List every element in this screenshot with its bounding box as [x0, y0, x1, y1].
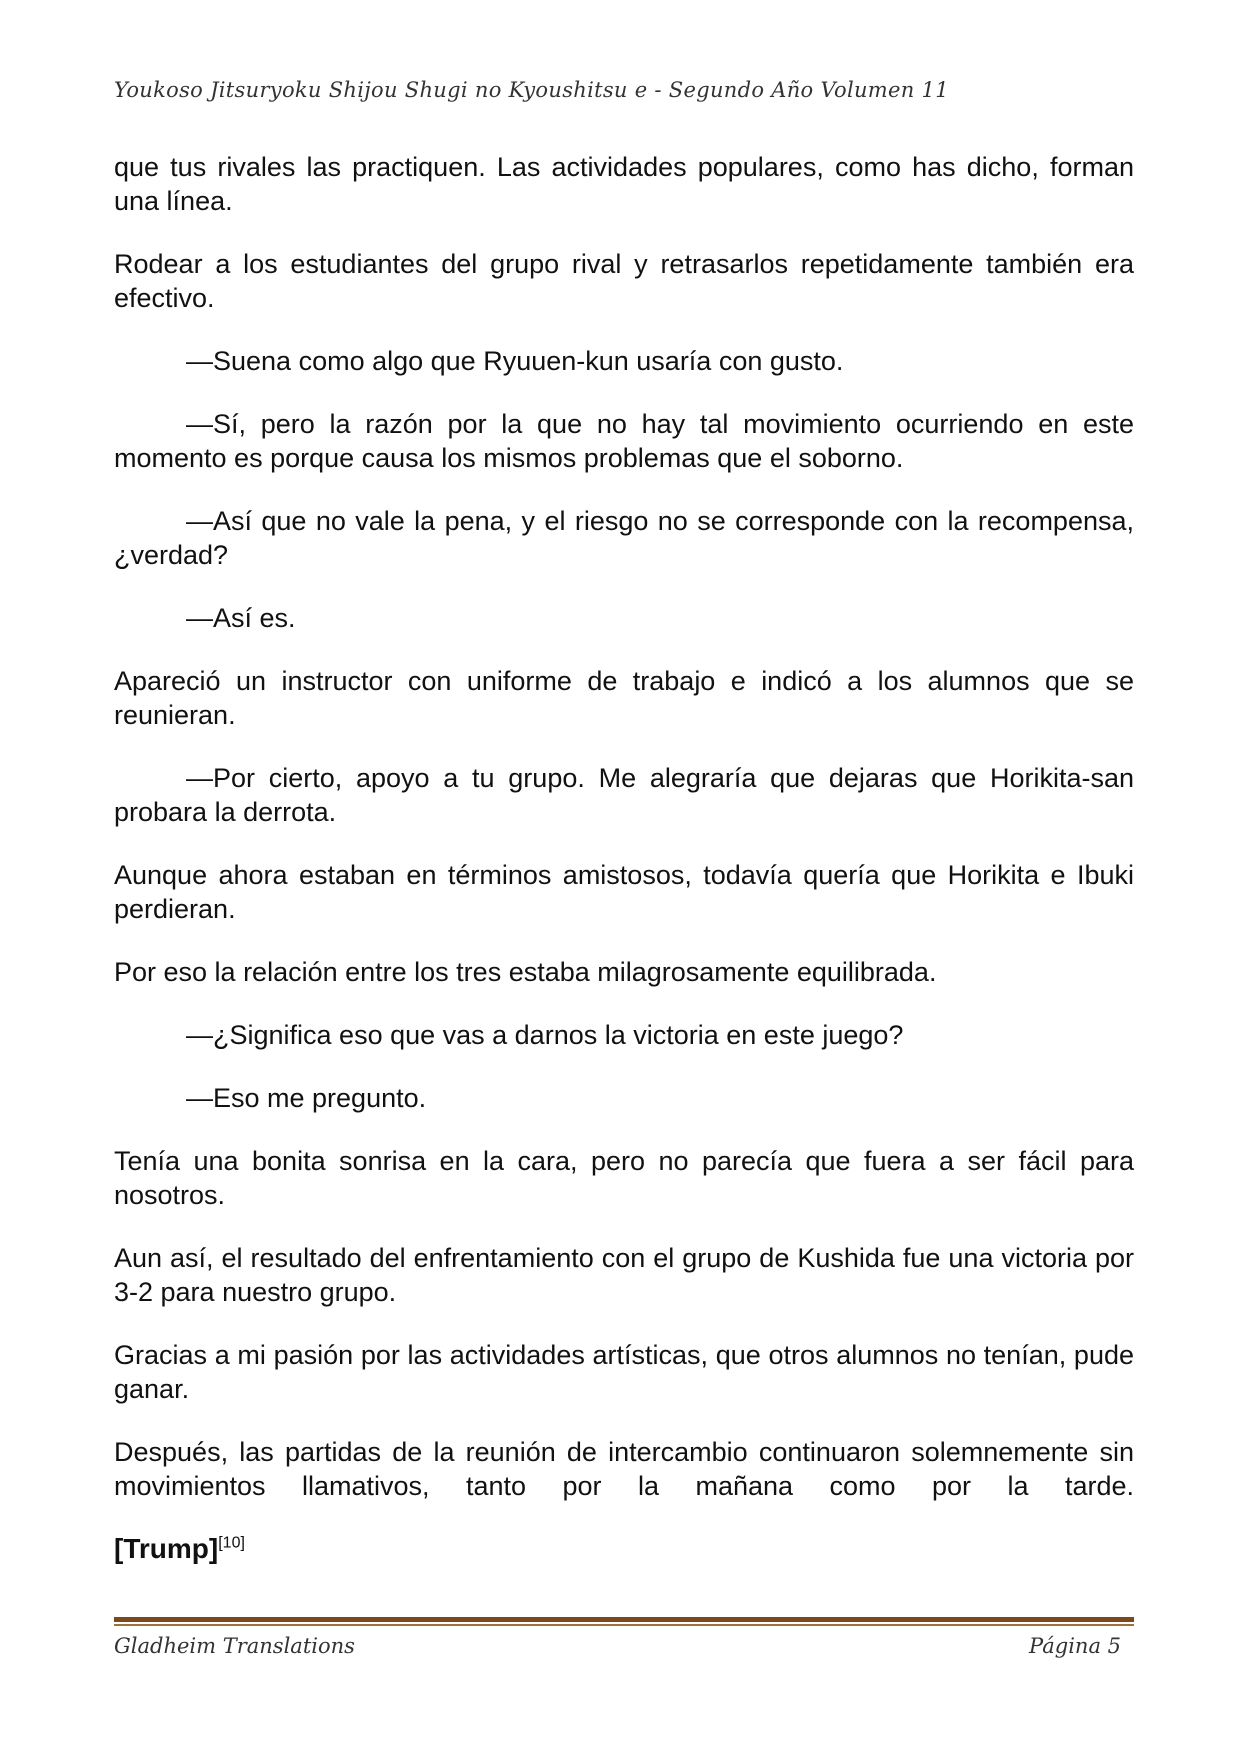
paragraph: Aunque ahora estaban en términos amistosos, todavía quería que Horikita e Ibuki perdieran.: [114, 860, 1134, 924]
paragraph: Rodear a los estudiantes del grupo rival y retrasarlos repetidamente también era efectivo.: [114, 249, 1134, 313]
paragraph: Apareció un instructor con uniforme de trabajo e indicó a los alumnos que se reunieran.: [114, 666, 1134, 730]
footer-divider-thin: [114, 1624, 1134, 1626]
dialogue-line: —Así que no vale la pena, y el riesgo no se corresponde con la recompensa, ¿verdad?: [114, 506, 1134, 570]
section-heading-text: [Trump]: [114, 1533, 219, 1564]
dialogue-line: —¿Significa eso que vas a darnos la victoria en este juego?: [186, 1020, 904, 1050]
dialogue-line: —Sí, pero la razón por la que no hay tal movimiento ocurriendo en este momento es porque causa los mismos problemas que el soborno.: [114, 409, 1134, 473]
paragraph: Por eso la relación entre los tres estaba milagrosamente equilibrada.: [114, 957, 937, 987]
footer-publisher: Gladheim Translations: [114, 1634, 355, 1658]
paragraph: Gracias a mi pasión por las actividades artísticas, que otros alumnos no tenían, pude ganar.: [114, 1340, 1134, 1404]
paragraph: Después, las partidas de la reunión de intercambio continuaron solemnemente sin movimientos llamativos, tanto por la mañana como por la tarde.: [114, 1437, 1134, 1501]
paragraph: que tus rivales las practiquen. Las actividades populares, como has dicho, forman una línea.: [114, 152, 1134, 216]
dialogue-line: —Así es.: [186, 603, 296, 633]
section-heading: [114, 1532, 1134, 1566]
dialogue-line: —Suena como algo que Ryuuen-kun usaría con gusto.: [186, 346, 844, 376]
dialogue-line: —Eso me pregunto.: [186, 1083, 427, 1113]
footer-page-number: Página 5: [1029, 1634, 1121, 1658]
running-header: Youkoso Jitsuryoku Shijou Shugi no Kyoushitsu e - Segundo Año Volumen 11: [114, 78, 949, 102]
paragraph: Tenía una bonita sonrisa en la cara, pero no parecía que fuera a ser fácil para nosotros.: [114, 1146, 1134, 1210]
page-body: [114, 150, 1134, 1566]
paragraph: Aun así, el resultado del enfrentamiento con el grupo de Kushida fue una victoria por 3-2 para nuestro grupo.: [114, 1243, 1134, 1307]
footnote-reference[interactable]: [10]: [218, 1534, 245, 1552]
footer-divider: [114, 1617, 1134, 1626]
dialogue-line: —Por cierto, apoyo a tu grupo. Me alegraría que dejaras que Horikita-san probara la derrota.: [114, 763, 1134, 827]
footer-divider-thick: [114, 1617, 1134, 1622]
